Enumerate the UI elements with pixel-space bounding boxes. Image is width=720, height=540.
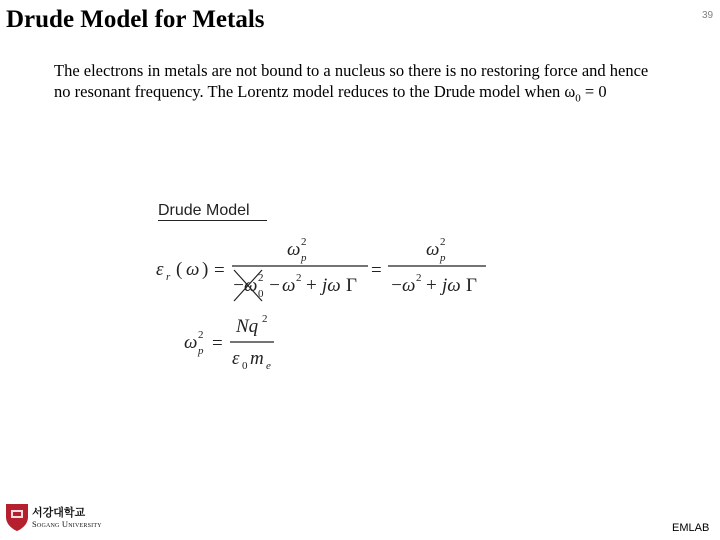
svg-text:=: =	[371, 260, 382, 281]
svg-text:ε: ε	[156, 259, 164, 280]
university-emblem-icon	[4, 502, 30, 532]
svg-text:e: e	[266, 360, 271, 372]
svg-text:ω: ω	[186, 259, 200, 280]
svg-text:ε: ε	[232, 348, 240, 369]
svg-text:−: −	[232, 275, 245, 296]
svg-text:ω: ω	[426, 239, 440, 260]
svg-text:r: r	[166, 271, 171, 283]
svg-text:ω: ω	[244, 275, 258, 296]
svg-text:ω: ω	[402, 275, 416, 296]
svg-text:Γ: Γ	[466, 275, 477, 296]
svg-text:p: p	[440, 252, 446, 264]
svg-text:0: 0	[242, 360, 248, 372]
svg-text:=: =	[212, 333, 223, 354]
svg-text:2: 2	[416, 272, 422, 284]
equation-heading: Drude Model	[158, 202, 250, 219]
svg-text:): )	[202, 259, 209, 280]
university-logo	[4, 502, 108, 534]
equation-block	[150, 198, 510, 378]
svg-text:2: 2	[258, 272, 264, 284]
logo-korean-name: 서강대학교	[32, 506, 86, 519]
svg-text:−: −	[268, 275, 281, 296]
omega-subscript: 0	[575, 92, 581, 105]
svg-text:m: m	[250, 348, 264, 369]
svg-text:jω: jω	[322, 275, 341, 296]
svg-text:ω: ω	[287, 239, 301, 260]
svg-text:−: −	[390, 275, 403, 296]
footer-lab-name: EMLAB	[672, 522, 710, 534]
slide-number: 39	[702, 10, 714, 21]
svg-text:2: 2	[440, 236, 446, 248]
body-text: The electrons in metals are not bound to a nucleus so there is no restoring force and hence no resonant frequency. The Lorentz model reduces to the Drude model when ω	[54, 61, 649, 101]
body-paragraph	[54, 60, 654, 105]
svg-text:ω: ω	[184, 332, 198, 353]
svg-text:+: +	[426, 275, 437, 296]
svg-text:+: +	[306, 275, 317, 296]
svg-text:2: 2	[198, 329, 204, 341]
svg-text:jω: jω	[442, 275, 461, 296]
logo-english-name: Sogang University	[32, 519, 102, 529]
svg-text:ω: ω	[282, 275, 296, 296]
body-text-end: = 0	[580, 82, 607, 101]
svg-text:p: p	[198, 345, 204, 357]
svg-text:Nq: Nq	[236, 316, 259, 337]
slide-title: Drude Model for Metals	[6, 6, 265, 33]
svg-text:2: 2	[301, 236, 307, 248]
svg-text:0: 0	[258, 288, 264, 300]
svg-text:p: p	[301, 252, 307, 264]
svg-text:Γ: Γ	[346, 275, 357, 296]
svg-text:=: =	[214, 260, 225, 281]
svg-text:(: (	[176, 259, 183, 280]
svg-text:2: 2	[262, 313, 268, 325]
drude-equation-graphic	[150, 198, 510, 378]
svg-text:2: 2	[296, 272, 302, 284]
